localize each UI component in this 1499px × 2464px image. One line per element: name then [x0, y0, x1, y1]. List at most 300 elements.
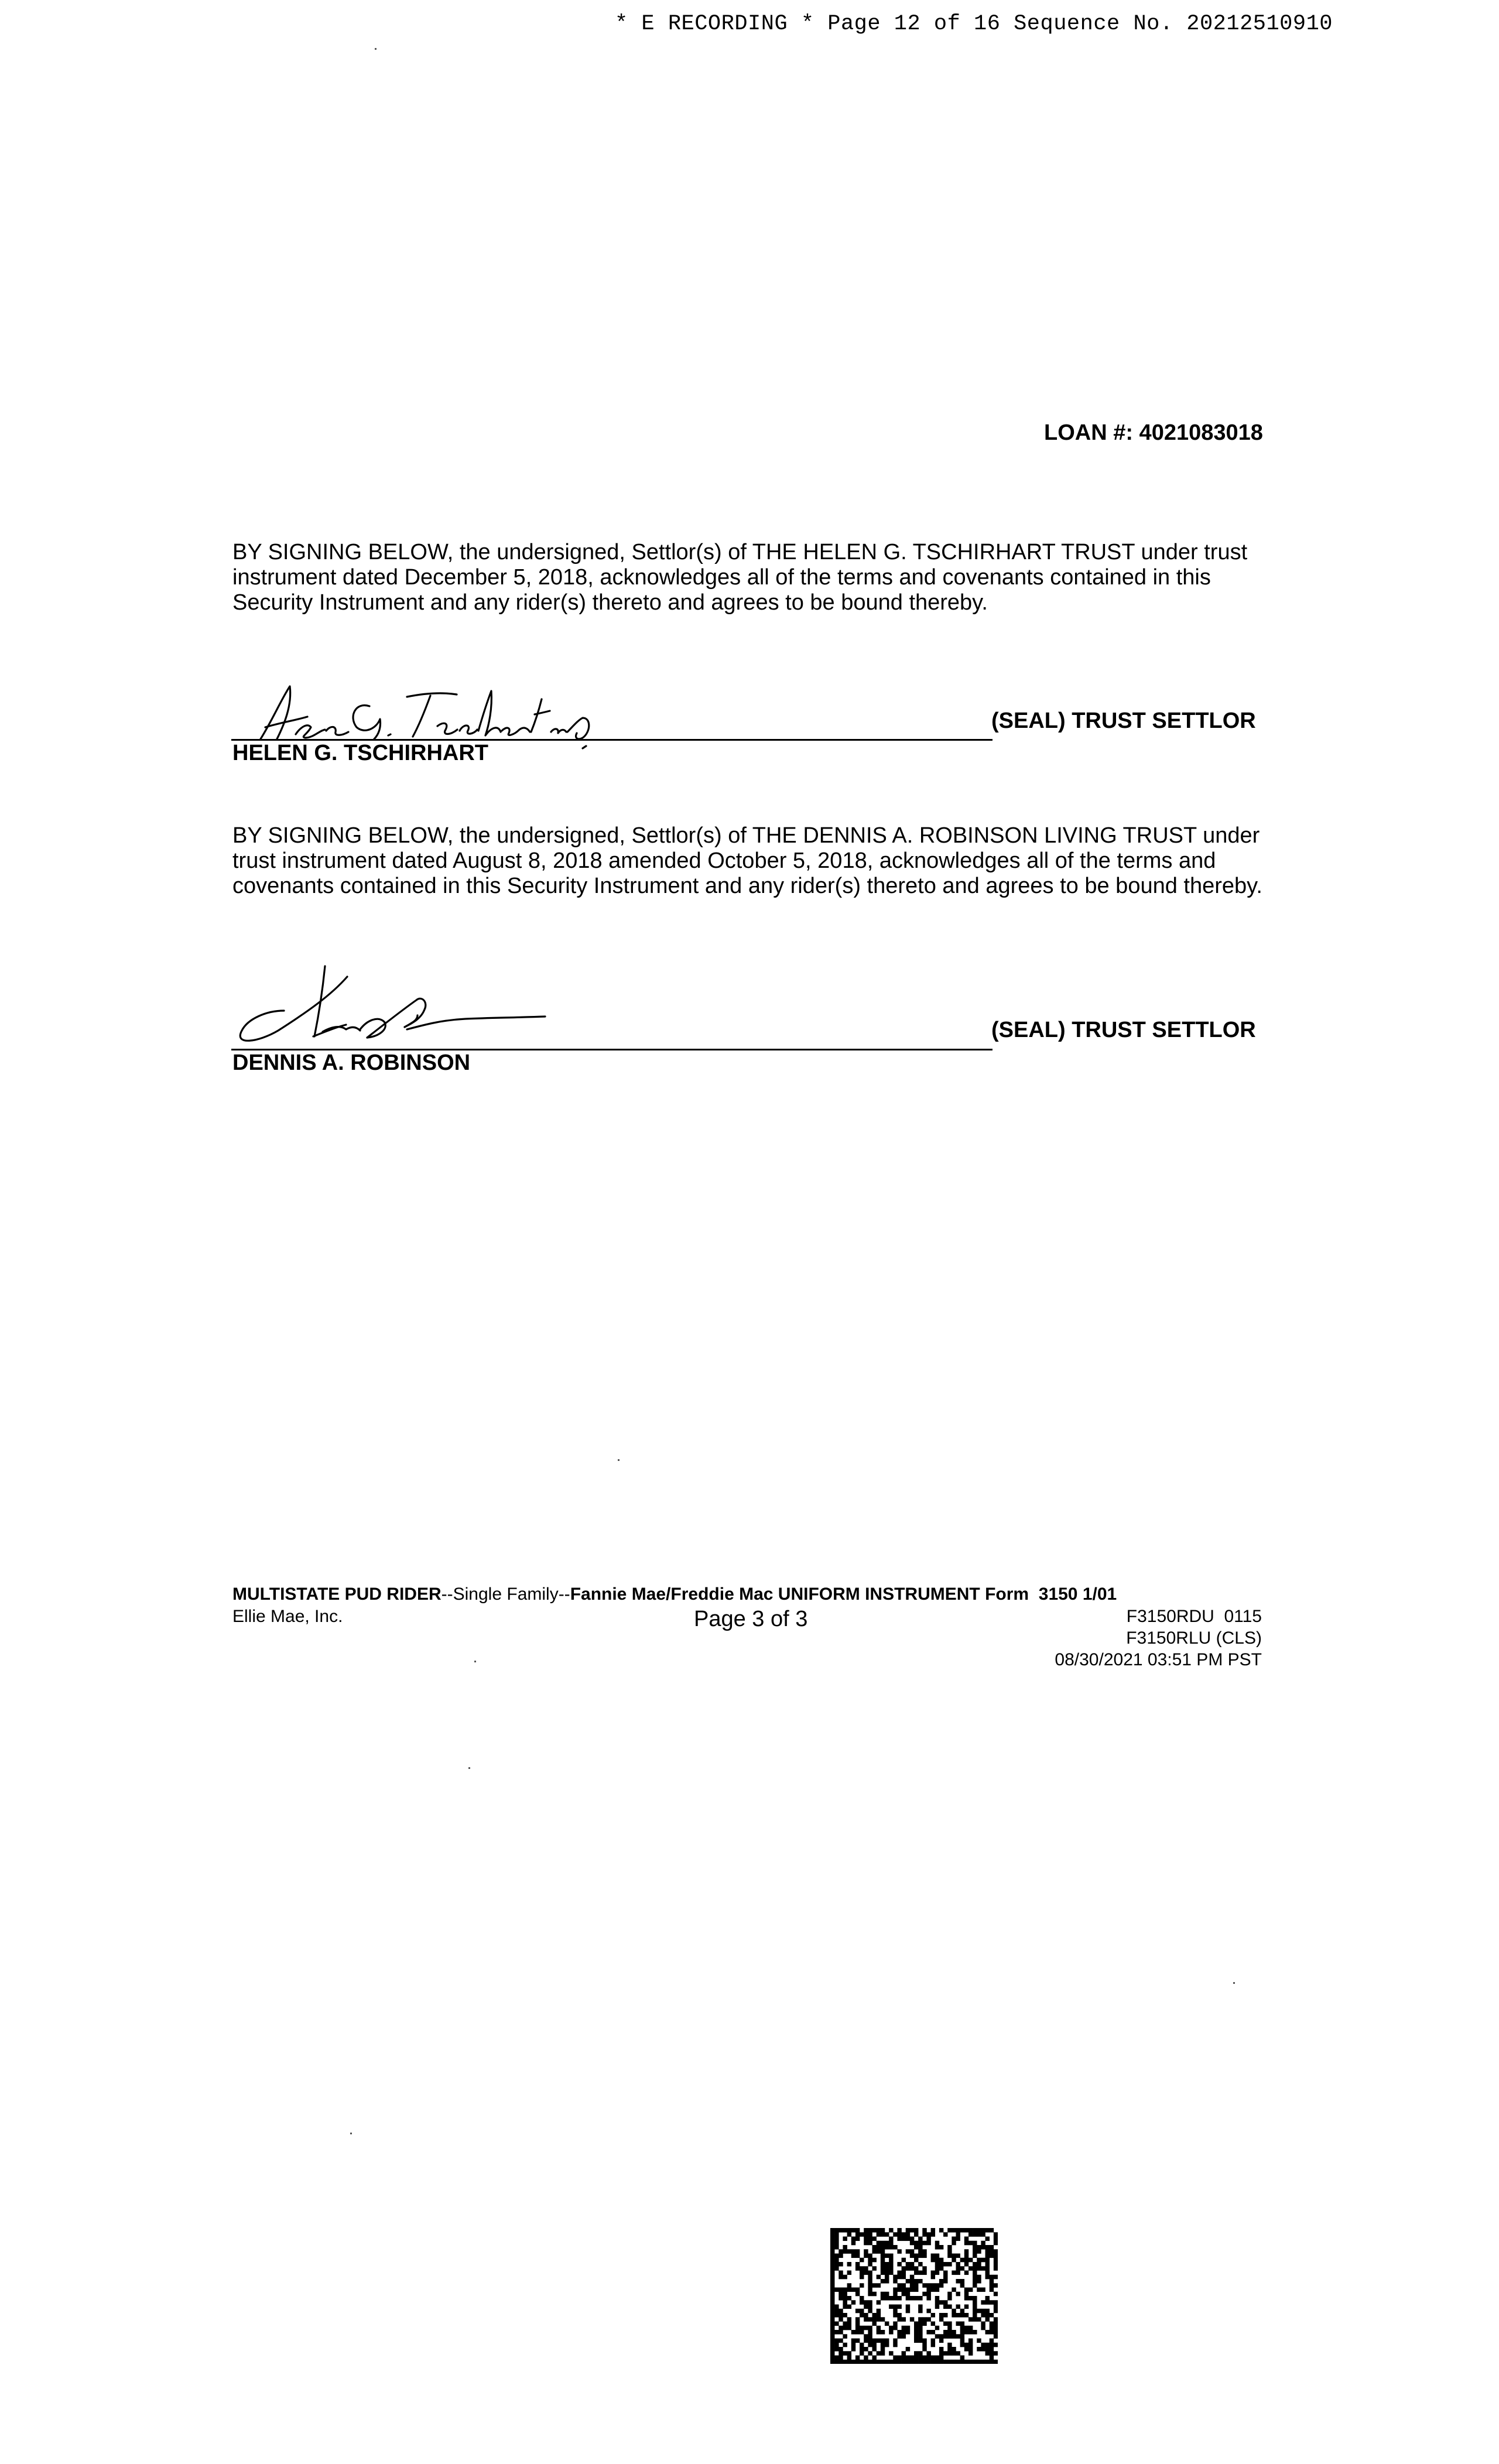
barcode-module [914, 2283, 918, 2288]
barcode-module [843, 2237, 847, 2241]
barcode-module [839, 2326, 843, 2330]
barcode-module [931, 2232, 935, 2237]
barcode-module [860, 2343, 864, 2347]
barcode-module [977, 2309, 981, 2314]
barcode-module [851, 2237, 855, 2241]
barcode-module [931, 2360, 935, 2364]
barcode-module [918, 2237, 922, 2241]
barcode-module [851, 2300, 855, 2305]
barcode-module [960, 2309, 964, 2314]
barcode-module [830, 2305, 834, 2309]
barcode-module [893, 2279, 897, 2284]
barcode-module [885, 2275, 889, 2280]
barcode-module [864, 2232, 868, 2237]
barcode-module [947, 2330, 952, 2335]
barcode-module [981, 2241, 985, 2246]
barcode-module [864, 2356, 868, 2360]
signer-name-helen: HELEN G. TSCHIRHART [232, 741, 488, 765]
barcode-module [872, 2343, 877, 2347]
barcode-module [931, 2322, 935, 2326]
barcode-module [897, 2232, 901, 2237]
barcode-module [947, 2351, 952, 2356]
barcode-module [947, 2347, 952, 2352]
barcode-module [843, 2275, 847, 2280]
barcode-module [918, 2317, 922, 2322]
barcode-module [885, 2343, 889, 2347]
barcode-module [843, 2351, 847, 2356]
barcode-module [897, 2237, 901, 2241]
barcode-module [834, 2232, 839, 2237]
barcode-module [897, 2228, 901, 2233]
barcode-module [985, 2245, 990, 2250]
barcode-module [985, 2343, 990, 2347]
barcode-module [956, 2266, 960, 2271]
barcode-module [947, 2343, 952, 2347]
barcode-module [855, 2262, 860, 2267]
barcode-module [847, 2283, 851, 2288]
barcode-module [931, 2228, 935, 2233]
barcode-module [994, 2241, 998, 2246]
barcode-module [897, 2271, 901, 2275]
barcode-module [830, 2300, 834, 2305]
barcode-module [914, 2232, 918, 2237]
barcode-module [834, 2245, 839, 2250]
barcode-module [885, 2279, 889, 2284]
barcode-module [985, 2249, 990, 2254]
barcode-module [956, 2254, 960, 2258]
barcode-module [985, 2254, 990, 2258]
barcode-module [839, 2262, 843, 2267]
barcode-module [868, 2288, 872, 2292]
barcode-module [926, 2283, 930, 2288]
barcode-module [994, 2266, 998, 2271]
barcode-module [893, 2232, 897, 2237]
barcode-module [990, 2322, 994, 2326]
barcode-module [960, 2258, 964, 2263]
barcode-module [839, 2339, 843, 2343]
barcode-module [922, 2266, 926, 2271]
barcode-module [834, 2254, 839, 2258]
barcode-module [952, 2313, 956, 2318]
barcode-module [860, 2271, 864, 2275]
barcode-module [926, 2237, 930, 2241]
barcode-module [922, 2317, 926, 2322]
barcode-module [851, 2339, 855, 2343]
form-identifier [232, 1585, 1117, 1604]
barcode-module [994, 2258, 998, 2263]
barcode-module [881, 2296, 885, 2301]
barcode-module [939, 2266, 943, 2271]
barcode-module [906, 2356, 910, 2360]
barcode-module [960, 2360, 964, 2364]
barcode-module [910, 2317, 914, 2322]
barcode-module [843, 2296, 847, 2301]
barcode-module [868, 2351, 872, 2356]
barcode-module [964, 2313, 968, 2318]
print-timestamp: 08/30/2021 03:51 PM PST [1055, 1650, 1262, 1669]
barcode-module [860, 2283, 864, 2288]
barcode-module [847, 2249, 851, 2254]
barcode-module [864, 2360, 868, 2364]
barcode-module [977, 2262, 981, 2267]
barcode-module [973, 2254, 977, 2258]
barcode-module [918, 2271, 922, 2275]
barcode-module [864, 2317, 868, 2322]
barcode-module [910, 2228, 914, 2233]
barcode-module [843, 2343, 847, 2347]
barcode-module [926, 2292, 930, 2297]
barcode-module [914, 2326, 918, 2330]
barcode-module [939, 2245, 943, 2250]
barcode-module [939, 2334, 943, 2339]
barcode-module [981, 2360, 985, 2364]
barcode-module [994, 2305, 998, 2309]
seal-label-dennis: (SEAL) TRUST SETTLOR [991, 1018, 1256, 1042]
barcode-module [902, 2232, 906, 2237]
barcode-module [964, 2254, 968, 2258]
barcode-module [952, 2237, 956, 2241]
form-code-2: F3150RLU (CLS) [1126, 1628, 1262, 1648]
barcode-module [910, 2275, 914, 2280]
barcode-module [885, 2262, 889, 2267]
barcode-module [834, 2228, 839, 2233]
barcode-module [943, 2300, 947, 2305]
barcode-module [994, 2232, 998, 2237]
barcode-module [860, 2330, 864, 2335]
barcode-module [935, 2258, 939, 2263]
barcode-module [990, 2279, 994, 2284]
barcode-module [973, 2309, 977, 2314]
barcode-module [881, 2258, 885, 2263]
barcode-module [922, 2347, 926, 2352]
barcode-module [881, 2232, 885, 2237]
barcode-module [981, 2326, 985, 2330]
barcode-module [843, 2313, 847, 2318]
barcode-module [868, 2283, 872, 2288]
barcode-module [994, 2317, 998, 2322]
barcode-module [914, 2351, 918, 2356]
barcode-module [872, 2356, 877, 2360]
barcode-module [897, 2296, 901, 2301]
barcode-module [990, 2228, 994, 2233]
barcode-module [897, 2288, 901, 2292]
barcode-module [922, 2254, 926, 2258]
barcode-module [847, 2305, 851, 2309]
barcode-module [981, 2322, 985, 2326]
barcode-module [881, 2292, 885, 2297]
barcode-module [851, 2288, 855, 2292]
form-code-1: F3150RDU 0115 [1126, 1607, 1262, 1626]
barcode-module [981, 2300, 985, 2305]
barcode-module [968, 2347, 973, 2352]
barcode-module [830, 2228, 834, 2233]
barcode-module [956, 2334, 960, 2339]
barcode-module [952, 2360, 956, 2364]
datamatrix-barcode-icon [830, 2228, 998, 2364]
scan-speck [1233, 1982, 1235, 1984]
barcode-module [939, 2317, 943, 2322]
barcode-module [843, 2334, 847, 2339]
barcode-module [977, 2266, 981, 2271]
scan-speck [375, 48, 377, 50]
barcode-module [947, 2228, 952, 2233]
barcode-module [918, 2245, 922, 2250]
barcode-module [918, 2249, 922, 2254]
barcode-module [981, 2347, 985, 2352]
barcode-module [830, 2296, 834, 2301]
barcode-module [877, 2360, 881, 2364]
barcode-module [981, 2228, 985, 2233]
barcode-module [855, 2292, 860, 2297]
barcode-module [851, 2343, 855, 2347]
barcode-module [973, 2330, 977, 2335]
barcode-module [943, 2360, 947, 2364]
barcode-module [981, 2343, 985, 2347]
barcode-module [926, 2356, 930, 2360]
barcode-module [918, 2356, 922, 2360]
barcode-module [914, 2330, 918, 2335]
barcode-module [906, 2237, 910, 2241]
barcode-module [864, 2305, 868, 2309]
barcode-module [964, 2262, 968, 2267]
barcode-module [889, 2266, 893, 2271]
barcode-module [889, 2351, 893, 2356]
barcode-module [914, 2241, 918, 2246]
barcode-module [981, 2258, 985, 2263]
barcode-module [994, 2254, 998, 2258]
barcode-module [881, 2339, 885, 2343]
barcode-module [843, 2288, 847, 2292]
barcode-module [881, 2266, 885, 2271]
barcode-module [906, 2228, 910, 2233]
barcode-module [985, 2237, 990, 2241]
barcode-module [964, 2347, 968, 2352]
barcode-module [855, 2330, 860, 2335]
barcode-module [860, 2266, 864, 2271]
barcode-module [914, 2258, 918, 2263]
barcode-module [964, 2360, 968, 2364]
barcode-module [877, 2241, 881, 2246]
barcode-module [881, 2241, 885, 2246]
barcode-module [855, 2237, 860, 2241]
barcode-module [881, 2262, 885, 2267]
barcode-module [990, 2351, 994, 2356]
barcode-module [860, 2313, 864, 2318]
barcode-module [897, 2313, 901, 2318]
barcode-module [830, 2347, 834, 2352]
barcode-module [931, 2288, 935, 2292]
barcode-module [981, 2288, 985, 2292]
barcode-module [847, 2296, 851, 2301]
barcode-module [977, 2288, 981, 2292]
barcode-module [914, 2271, 918, 2275]
barcode-module [931, 2356, 935, 2360]
barcode-module [947, 2360, 952, 2364]
barcode-module [914, 2356, 918, 2360]
scan-speck [618, 1459, 620, 1461]
barcode-module [881, 2245, 885, 2250]
barcode-module [864, 2271, 868, 2275]
barcode-module [906, 2326, 910, 2330]
barcode-module [893, 2288, 897, 2292]
barcode-module [994, 2322, 998, 2326]
barcode-module [968, 2258, 973, 2263]
barcode-module [968, 2360, 973, 2364]
barcode-module [885, 2254, 889, 2258]
barcode-module [847, 2351, 851, 2356]
barcode-module [990, 2330, 994, 2335]
barcode-module [843, 2228, 847, 2233]
barcode-module [868, 2360, 872, 2364]
barcode-module [885, 2292, 889, 2297]
barcode-module [855, 2356, 860, 2360]
barcode-module [935, 2262, 939, 2267]
barcode-module [872, 2317, 877, 2322]
barcode-module [994, 2360, 998, 2364]
barcode-module [939, 2228, 943, 2233]
barcode-module [897, 2356, 901, 2360]
barcode-module [839, 2351, 843, 2356]
barcode-module [990, 2288, 994, 2292]
barcode-module [864, 2339, 868, 2343]
barcode-module [868, 2330, 872, 2335]
barcode-module [872, 2237, 877, 2241]
barcode-module [935, 2360, 939, 2364]
barcode-module [834, 2258, 839, 2263]
barcode-module [830, 2351, 834, 2356]
barcode-module [864, 2241, 868, 2246]
loan-number: LOAN #: 4021083018 [1044, 420, 1263, 445]
barcode-module [839, 2271, 843, 2275]
dennis-signature-image [231, 954, 606, 1054]
barcode-module [947, 2245, 952, 2250]
barcode-module [855, 2288, 860, 2292]
barcode-module [994, 2351, 998, 2356]
barcode-module [872, 2339, 877, 2343]
barcode-module [902, 2271, 906, 2275]
barcode-module [943, 2275, 947, 2280]
barcode-module [960, 2339, 964, 2343]
barcode-module [889, 2330, 893, 2335]
barcode-module [960, 2228, 964, 2233]
barcode-module [947, 2254, 952, 2258]
barcode-module [985, 2258, 990, 2263]
barcode-module [956, 2305, 960, 2309]
barcode-module [902, 2334, 906, 2339]
barcode-module [985, 2228, 990, 2233]
barcode-module [922, 2241, 926, 2246]
barcode-module [860, 2258, 864, 2263]
barcode-module [847, 2322, 851, 2326]
barcode-module [990, 2356, 994, 2360]
barcode-module [868, 2334, 872, 2339]
barcode-module [860, 2309, 864, 2314]
barcode-module [956, 2360, 960, 2364]
barcode-module [877, 2330, 881, 2335]
barcode-module [902, 2288, 906, 2292]
barcode-module [889, 2305, 893, 2309]
barcode-module [893, 2356, 897, 2360]
barcode-module [872, 2266, 877, 2271]
barcode-module [834, 2360, 839, 2364]
barcode-module [851, 2330, 855, 2335]
barcode-module [851, 2249, 855, 2254]
form-title: MULTISTATE PUD RIDER [232, 1585, 442, 1604]
barcode-module [994, 2330, 998, 2335]
barcode-module [889, 2360, 893, 2364]
barcode-module [830, 2292, 834, 2297]
barcode-module [868, 2292, 872, 2297]
barcode-module [960, 2279, 964, 2284]
barcode-module [964, 2343, 968, 2347]
barcode-module [868, 2254, 872, 2258]
barcode-module [994, 2275, 998, 2280]
barcode-module [922, 2339, 926, 2343]
barcode-module [855, 2266, 860, 2271]
barcode-module [872, 2313, 877, 2318]
barcode-module [973, 2296, 977, 2301]
barcode-module [968, 2317, 973, 2322]
barcode-module [960, 2326, 964, 2330]
barcode-module [968, 2232, 973, 2237]
barcode-module [968, 2266, 973, 2271]
barcode-module [990, 2249, 994, 2254]
barcode-module [839, 2228, 843, 2233]
barcode-module [830, 2237, 834, 2241]
barcode-module [943, 2262, 947, 2267]
barcode-module [839, 2249, 843, 2254]
barcode-module [960, 2266, 964, 2271]
barcode-module [897, 2275, 901, 2280]
barcode-module [968, 2288, 973, 2292]
barcode-module [864, 2266, 868, 2271]
barcode-module [902, 2317, 906, 2322]
barcode-module [956, 2351, 960, 2356]
barcode-module [990, 2275, 994, 2280]
barcode-module [973, 2360, 977, 2364]
barcode-module [935, 2241, 939, 2246]
barcode-module [872, 2228, 877, 2233]
barcode-module [956, 2292, 960, 2297]
barcode-module [877, 2339, 881, 2343]
barcode-module [931, 2339, 935, 2343]
barcode-module [943, 2271, 947, 2275]
barcode-module [893, 2245, 897, 2250]
barcode-module [877, 2249, 881, 2254]
barcode-module [968, 2351, 973, 2356]
barcode-module [839, 2275, 843, 2280]
barcode-module [851, 2347, 855, 2352]
barcode-module [981, 2266, 985, 2271]
barcode-module [881, 2249, 885, 2254]
barcode-module [868, 2317, 872, 2322]
barcode-module [964, 2288, 968, 2292]
barcode-module [847, 2271, 851, 2275]
barcode-module [872, 2360, 877, 2364]
barcode-module [885, 2266, 889, 2271]
barcode-module [910, 2296, 914, 2301]
barcode-module [922, 2249, 926, 2254]
barcode-module [973, 2283, 977, 2288]
barcode-module [889, 2326, 893, 2330]
barcode-module [918, 2309, 922, 2314]
recording-stamp: * E RECORDING * Page 12 of 16 Sequence No. 20212510910 [615, 12, 1333, 36]
barcode-module [877, 2313, 881, 2318]
barcode-module [939, 2279, 943, 2284]
barcode-module [985, 2266, 990, 2271]
barcode-module [897, 2283, 901, 2288]
barcode-module [830, 2343, 834, 2347]
